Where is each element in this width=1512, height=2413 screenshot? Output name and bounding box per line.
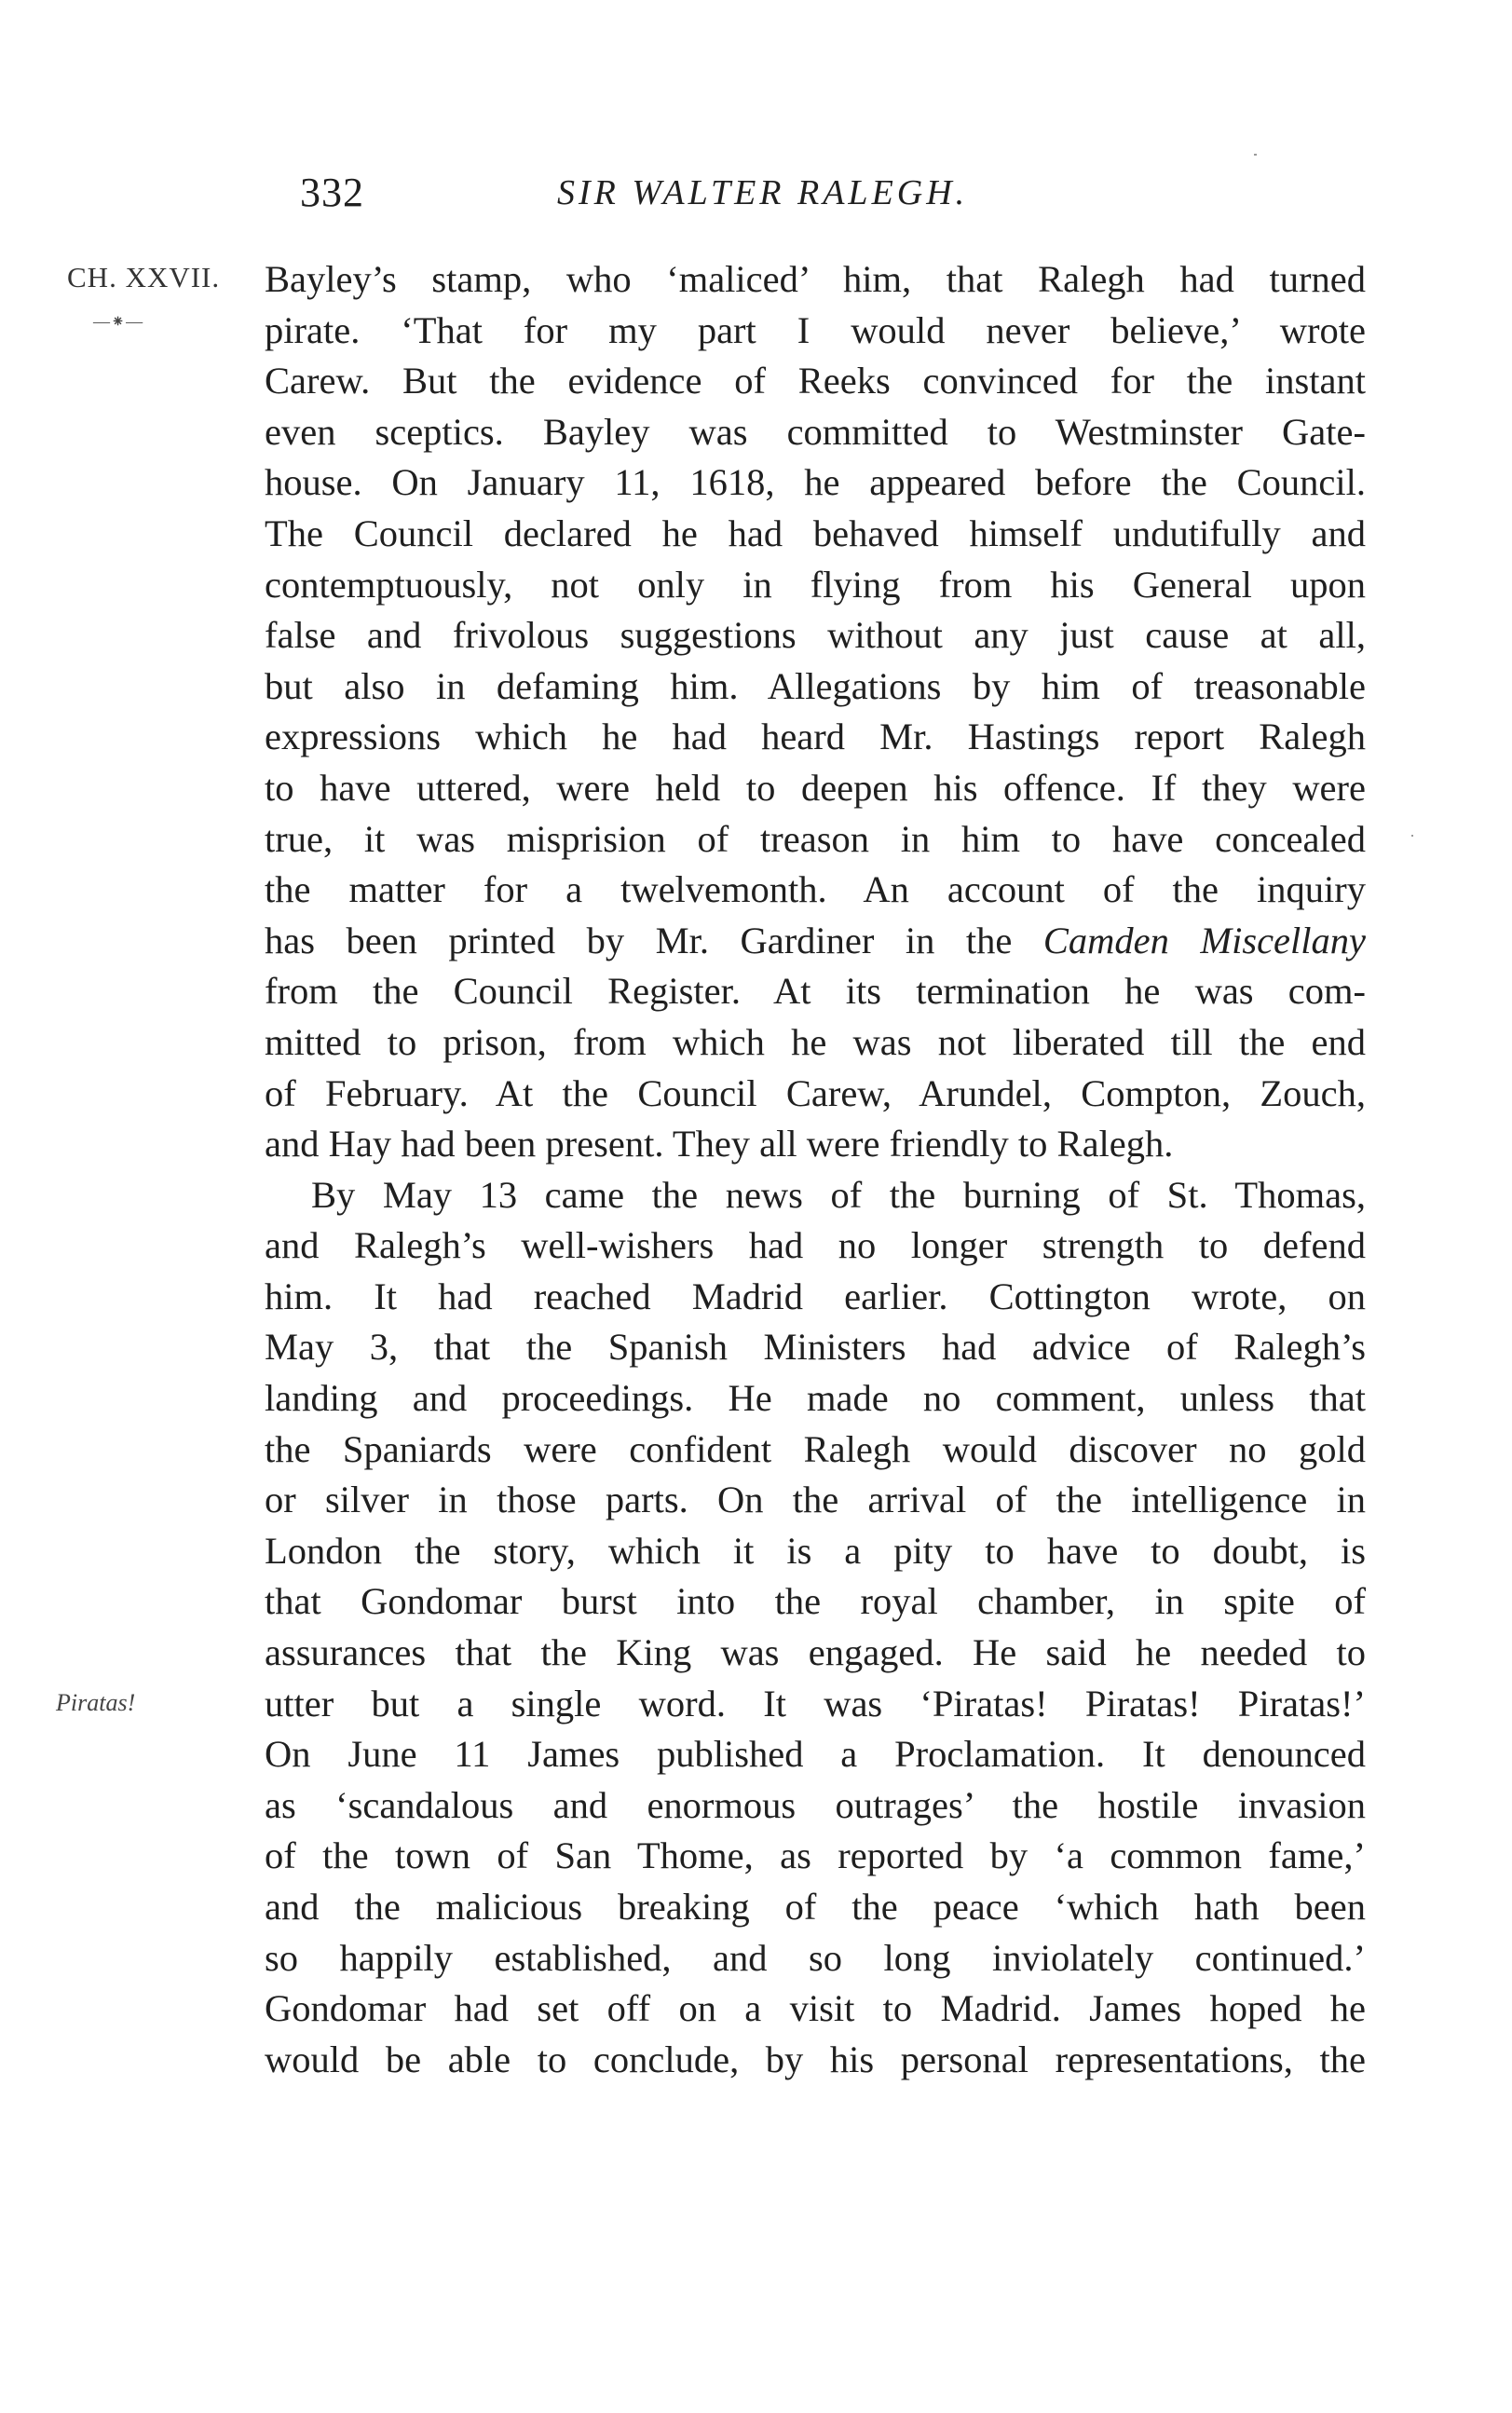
margin-chapter-label: CH. XXVII. bbox=[67, 261, 221, 293]
text-line: contemptuously, not only in flying from his General upon bbox=[265, 563, 1366, 606]
text-line: Gondomar had set off on a visit to Madrid. James hoped he bbox=[265, 1987, 1366, 2030]
body-text bbox=[265, 254, 1366, 2085]
text-line: Bayley’s stamp, who ‘maliced’ him, that Ralegh had turned bbox=[265, 258, 1366, 300]
text-line: false and frivolous suggestions without any just cause at all, bbox=[265, 614, 1366, 657]
text-line: assurances that the King was engaged. He said he needed to bbox=[265, 1631, 1366, 1674]
text-line: would be able to conclude, by his personal representations, the bbox=[265, 2038, 1366, 2080]
text-line: landing and proceedings. He made no comment, unless that bbox=[265, 1377, 1366, 1420]
text-line: as ‘scandalous and enormous outrages’ the hostile invasion bbox=[265, 1783, 1366, 1826]
page-number: 332 bbox=[300, 170, 364, 215]
text-line: and the malicious breaking of the peace ‘which hath been bbox=[265, 1886, 1366, 1928]
text-line: from the Council Register. At its termination he was com- bbox=[265, 970, 1366, 1013]
text-line: true, it was misprision of treason in him to have concealed bbox=[265, 817, 1366, 860]
ornament-icon: —⁕— bbox=[93, 312, 144, 331]
text-line: and Ralegh’s well-wishers had no longer strength to defend bbox=[265, 1224, 1366, 1267]
text-line: even sceptics. Bayley was committed to Westminster Gate- bbox=[265, 410, 1366, 453]
text-line: Carew. But the evidence of Reeks convinced for the instant bbox=[265, 360, 1366, 402]
text-line: utter but a single word. It was ‘Piratas! Piratas! Piratas!’ bbox=[265, 1682, 1366, 1725]
running-title: SIR WALTER RALEGH. bbox=[557, 173, 969, 212]
text-line: but also in defaming him. Allegations by him of treasonable bbox=[265, 664, 1366, 707]
text-line: to have uttered, were held to deepen his offence. If they were bbox=[265, 766, 1366, 809]
text-line: and Hay had been present. They all were friendly to Ralegh. bbox=[265, 1123, 1174, 1166]
text-line: mitted to prison, from which he was not liberated till the end bbox=[265, 1020, 1366, 1063]
text-line: that Gondomar burst into the royal chamber, in spite of bbox=[265, 1580, 1366, 1623]
italic-title: Camden Miscellany bbox=[1042, 919, 1367, 961]
text-line: May 3, that the Spanish Ministers had advice of Ralegh’s bbox=[265, 1326, 1366, 1369]
text-line: so happily established, and so long inviolately continued.’ bbox=[265, 1936, 1366, 1979]
text-line: of the town of San Thome, as reported by ‘a common fame,’ bbox=[265, 1834, 1366, 1877]
print-speck bbox=[1254, 154, 1257, 156]
text-line: On June 11 James published a Proclamation. It denounced bbox=[265, 1733, 1366, 1776]
text-line: him. It had reached Madrid earlier. Cottington wrote, on bbox=[265, 1275, 1366, 1317]
text-line: house. On January 11, 1618, he appeared before the Council. bbox=[265, 461, 1366, 504]
text-line: or silver in those parts. On the arrival of the intelligence in bbox=[265, 1479, 1366, 1521]
text-line: of February. At the Council Carew, Arundel, Compton, Zouch, bbox=[265, 1071, 1366, 1114]
print-speck bbox=[1411, 835, 1413, 837]
margin-note-piratas: Piratas! bbox=[56, 1689, 136, 1716]
text-line: London the story, which it is a pity to have to doubt, is bbox=[265, 1529, 1366, 1572]
text-line: the Spaniards were confident Ralegh would discover no gold bbox=[265, 1427, 1366, 1470]
text-line: By May 13 came the news of the burning of St. Thomas, bbox=[311, 1173, 1366, 1216]
text-line-start: has been printed by Mr. Gardiner in the bbox=[265, 919, 1013, 961]
text-line: The Council declared he had behaved himself undutifully and bbox=[265, 511, 1366, 554]
text-line: the matter for a twelvemonth. An account of the inquiry bbox=[265, 868, 1366, 911]
text-line: expressions which he had heard Mr. Hastings report Ralegh bbox=[265, 716, 1366, 758]
text-line bbox=[265, 916, 1366, 967]
text-line: pirate. ‘That for my part I would never believe,’ wrote bbox=[265, 308, 1366, 351]
